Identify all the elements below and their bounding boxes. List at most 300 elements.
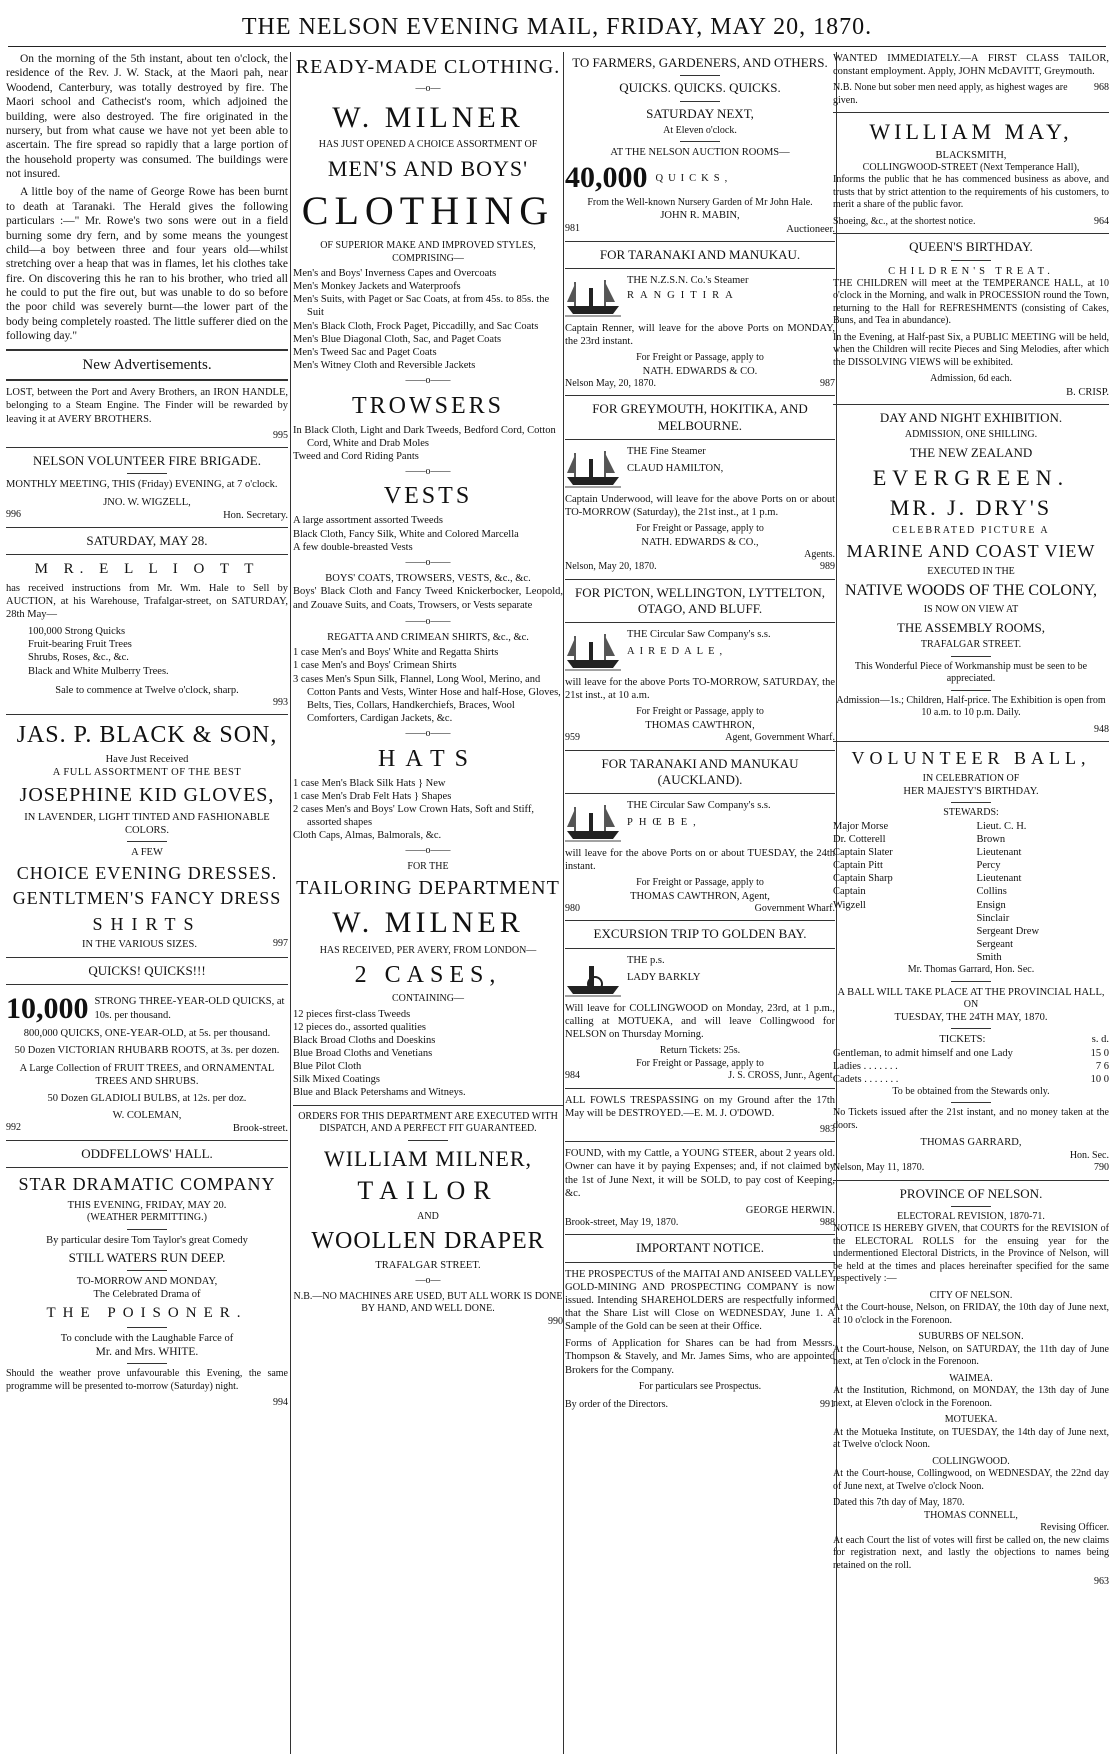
directors: By order of the Directors. <box>565 1399 669 1411</box>
fare-label: Cadets . . . . . . . <box>833 1073 899 1085</box>
divider <box>565 579 835 580</box>
ad-number: 994 <box>273 1397 288 1409</box>
mabin-role: Auctioneer. <box>786 223 835 235</box>
divider <box>951 1028 991 1029</box>
divider <box>565 793 835 794</box>
divider <box>127 1229 167 1230</box>
list-item: Silk Mixed Coatings <box>293 1074 380 1086</box>
divider <box>833 404 1109 405</box>
pict-agent: THOMAS CAWTHRON, <box>645 719 755 731</box>
steward: Ensign Sinclair <box>976 899 1010 924</box>
divider <box>6 714 288 715</box>
kid-gloves: JOSEPHINE KID GLOVES, <box>19 783 275 806</box>
ornament: ——o—— <box>405 728 451 739</box>
tara2-body: THE Circular Saw Company's s.s. <box>627 800 771 811</box>
obtained: To be obtained from the Stewards only. <box>892 1085 1050 1097</box>
steward: Sergeant Smith <box>976 938 1014 963</box>
list-item: 1 case Men's and Boys' White and Regatta Shirts <box>293 647 499 659</box>
farmers-heading: TO FARMERS, GARDENERS, AND OTHERS. <box>572 55 828 70</box>
ornament: ——o—— <box>405 375 451 386</box>
paddle-steamer-icon <box>565 954 621 998</box>
nursery: From the Well-known Nursery Garden of Mr John Hale. <box>587 196 813 208</box>
eleven-oclock: At Eleven o'clock. <box>663 124 737 136</box>
new-advertisements-heading: New Advertisements. <box>82 356 212 373</box>
black-received: Have Just Received <box>105 754 189 766</box>
choice-dresses: CHOICE EVENING DRESSES. <box>16 862 278 883</box>
list-item: Black Broad Cloths and Doeskins <box>293 1034 436 1046</box>
containing: CONTAINING— <box>392 993 464 1005</box>
motueka-body: At the Motueka Institute, on TUESDAY, the 14th day of June next, at Twelve o'clock Noon. <box>833 1426 1109 1451</box>
crisp: B. CRISP. <box>1066 386 1109 398</box>
divider <box>127 841 167 842</box>
each-court: At each Court the list of votes will first be called on, the new claims for registration next, and lastly the objections to names being retained on the roll. <box>833 1534 1109 1571</box>
quicks-heading: QUICKS! QUICKS!!! <box>88 962 206 978</box>
ad-number: 968 <box>1094 82 1109 94</box>
volunteer-ball: VOLUNTEER BALL, <box>851 748 1091 769</box>
collingwood-heading: COLLINGWOOD. <box>932 1455 1010 1467</box>
still-waters: STILL WATERS RUN DEEP. <box>68 1249 226 1265</box>
list-item: Shrubs, Roses, &c., &c. <box>28 652 129 664</box>
fare-label: Ladies . . . . . . . <box>833 1060 898 1072</box>
ornament: ——o—— <box>405 465 451 477</box>
woollen-draper: WOOLLEN DRAPER <box>311 1228 545 1254</box>
suburbs-body: At the Court-house, Nelson, on SATURDAY, the 11th day of June next, at Ten o'clock in the Forenoon. <box>833 1343 1109 1368</box>
celebrated-picture: CELEBRATED PICTURE A <box>892 524 1050 536</box>
tara2-ship: PHŒBE, <box>627 817 702 829</box>
forty-thousand-quicks: QUICKS, <box>655 172 733 184</box>
stewards-heading: STEWARDS: <box>943 807 999 819</box>
ad-number: 990 <box>548 1315 563 1327</box>
saturday-heading: SATURDAY, MAY 28. <box>86 532 208 548</box>
exc-freight: For Freight or Passage, apply to <box>636 1057 764 1069</box>
tara2-role: Government Wharf. <box>754 902 835 914</box>
list-item: Blue Pilot Cloth <box>293 1061 362 1073</box>
and-word: AND <box>417 1210 439 1222</box>
superior: OF SUPERIOR MAKE AND IMPROVED STYLES, COMPRISING— <box>320 240 536 264</box>
divider <box>565 1088 835 1089</box>
marine-coast-view: MARINE AND COAST VIEW <box>846 541 1096 562</box>
divider <box>127 1270 167 1271</box>
orders: ORDERS FOR THIS DEPARTMENT ARE EXECUTED WITH DISPATCH, AND A PERFECT FIT GUARANTEED. <box>298 1110 558 1134</box>
milner-heading: W. MILNER <box>332 100 524 134</box>
list-item: Men's Monkey Jackets and Waterproofs <box>293 281 461 293</box>
auction-rooms: AT THE NELSON AUCTION ROOMS— <box>610 147 790 159</box>
may-body: Informs the public that he has commenced business as above, and trusts that by strict attention to the requirements of his customers, to merit a share of the public favor. <box>833 174 1109 211</box>
divider <box>127 1363 167 1364</box>
list-item: Blue Broad Cloths and Venetians <box>293 1048 433 1059</box>
divider <box>951 981 991 982</box>
conclude: To conclude with the Laughable Farce of <box>60 1332 234 1344</box>
fare-value: 7 6 <box>1095 1060 1109 1072</box>
blacksmith: BLACKSMITH, <box>935 149 1007 161</box>
trowsers-items <box>293 424 563 463</box>
tickets-heading: TICKETS: <box>939 1034 986 1046</box>
herwin-name: GEORGE HERWIN. <box>745 1204 835 1216</box>
masthead <box>0 0 1114 48</box>
list-item: Men's Witney Cloth and Reversible Jackets <box>293 359 476 371</box>
particulars: For particulars see Prospectus. <box>638 1380 762 1392</box>
lavender: IN LAVENDER, LIGHT TINTED AND FASHIONABLE COLORS. <box>24 811 270 836</box>
taranaki-heading-2: FOR TARANAKI AND MANUKAU (AUCKLAND). <box>601 755 799 787</box>
connell-name: THOMAS CONNELL, <box>924 1509 1018 1521</box>
no-tickets: No Tickets issued after the 21st instant, and no money taken at the doors. <box>833 1107 1109 1131</box>
mr-mrs-white: Mr. and Mrs. WHITE. <box>95 1346 199 1358</box>
on-word: ON <box>963 998 979 1010</box>
tomorrow-monday: TO-MORROW AND MONDAY, <box>76 1275 218 1287</box>
wanted-nb: N.B. None but sober men need apply, as highest wages are given. <box>833 82 1068 106</box>
important-notice: IMPORTANT NOTICE. <box>636 1240 764 1256</box>
list-item: Men's Tweed Sac and Paget Coats <box>293 346 437 358</box>
grey-captain: Captain Underwood, will leave for the above Ports on or about TO-MORROW (Saturday), the 21st inst., at 1 p.m. <box>565 493 835 518</box>
herwin-date: Brook-street, May 19, 1870. <box>565 1216 679 1228</box>
ad-number: 988 <box>820 1216 835 1228</box>
masthead-title: THE NELSON EVENING MAIL, FRIDAY, MAY 20, 1870. <box>241 14 873 40</box>
sd-heading: s. d. <box>1091 1034 1109 1046</box>
day-night-exhibition: DAY AND NIGHT EXHIBITION. <box>879 409 1063 425</box>
elliott-sale: Sale to commence at Twelve o'clock, sharp. <box>55 684 239 696</box>
steward: Captain Pitt <box>833 860 883 872</box>
divider <box>951 802 991 803</box>
ad-number: 983 <box>820 1123 835 1135</box>
list-item: Blue and Black Petershams and Witneys. <box>293 1087 466 1099</box>
nb-machines: N.B.—NO MACHINES ARE USED, BUT ALL WORK IS DONE BY HAND, AND WELL DONE. <box>293 1290 563 1315</box>
column-4 <box>833 52 1109 1754</box>
opened: HAS JUST OPENED A CHOICE ASSORTMENT OF <box>318 139 538 150</box>
gents-fancy: GENTLTMEN'S FANCY DRESS <box>12 888 282 909</box>
divider <box>565 1234 835 1235</box>
tara1-agent: NATH. EDWARDS & CO. <box>642 365 758 377</box>
pict-captain: will leave for the above Ports TO-MORROW, SATURDAY, the 21st inst., at 10 a.m. <box>565 677 835 702</box>
ornament: —o— <box>415 83 441 94</box>
list-item: A large assortment assorted Tweeds <box>293 515 443 527</box>
list-item: Men's Black Cloth, Frock Paget, Piccadilly, and Sac Coats <box>293 320 539 332</box>
steamer-icon <box>565 628 621 672</box>
greymouth-heading: FOR GREYMOUTH, HOKITIKA, AND MELBOURNE. <box>592 401 808 433</box>
admission-shilling: ADMISSION, ONE SHILLING. <box>904 429 1038 441</box>
notice-body: NOTICE IS HEREBY GIVEN, that COURTS for the REVISION of the ELECTORAL ROLLS for the ensuing year for the undermentioned Electoral Districts, in the Province of Nelson, will be held at the times and places hereinafter specified for the same respectively :— <box>833 1223 1109 1285</box>
divider <box>951 690 991 691</box>
electoral-revision: ELECTORAL REVISION, 1870-71. <box>897 1210 1045 1222</box>
list-item: 2 cases Men's and Boys' Low Crown Hats, Soft and Stiff, assorted shapes <box>293 803 534 828</box>
fowls-notice: ALL FOWLS TRESPASSING on my Ground after the 17th May will be DESTROYED.—E. M. J. O'DOWD. <box>565 1094 835 1119</box>
rhubarb: 50 Dozen VICTORIAN RHUBARB ROOTS, at 3s. per dozen. <box>14 1045 280 1057</box>
pict-ship: AIREDALE, <box>627 646 728 658</box>
oddfellows-heading: ODDFELLOWS' HALL. <box>81 1146 213 1162</box>
ad-number: 959 <box>565 732 580 743</box>
elliott-name: M R. E L L I O T T <box>34 561 260 577</box>
childrens-treat: CHILDREN'S TREAT. <box>888 265 1054 277</box>
province-heading: PROVINCE OF NELSON. <box>899 1185 1043 1201</box>
tara1-captain: Captain Renner, will leave for the above Ports on MONDAY, the 23rd instant. <box>565 322 835 347</box>
grey-ship: CLAUD HAMILTON, <box>627 462 724 474</box>
trafalgar-street-4: TRAFALGAR STREET. <box>920 639 1022 651</box>
list-item: Cloth Caps, Almas, Balmorals, &c. <box>293 830 442 841</box>
exc-body: THE p.s. <box>627 954 665 966</box>
stewards-list <box>833 820 1109 964</box>
evergreen: EVERGREEN. <box>872 464 1070 490</box>
evening-body: In the Evening, at Half-past Six, a PUBLIC MEETING will be held, when the Children will recite Pieces and Sing Melodies, after which the DISSOLVING VIEWS will be exhibited. <box>833 331 1109 368</box>
divider <box>833 741 1109 742</box>
city-body: At the Court-house, Nelson, on FRIDAY, the 10th day of June next, at 10 o'clock in the Forenoon. <box>833 1302 1109 1326</box>
steward: Captain Sharp <box>833 873 893 885</box>
ad-number: 964 <box>1094 215 1109 227</box>
trafalgar-street: TRAFALGAR STREET. <box>375 1260 481 1271</box>
mr-j-dry: MR. J. DRY'S <box>889 495 1053 521</box>
trowsers-heading: TROWSERS <box>351 392 504 419</box>
grey-date: Nelson, May 20, 1870. <box>565 561 657 573</box>
found-notice: FOUND, with my Cattle, a YOUNG STEER, about 2 years old. Owner can have it by paying Expenses; and, if not claimed by the 1st of June Next, it will be SOLD, to pay cost of Keeping, &c. <box>565 1148 835 1199</box>
mabin-name: JOHN R. MABIN, <box>660 210 740 222</box>
steward: Lieutenant Collins <box>976 873 1022 898</box>
clothing-heading: CLOTHING <box>301 188 555 233</box>
ornament: —o— <box>415 1275 441 1287</box>
hats-items <box>293 777 563 843</box>
the-poisoner: THE POISONER. <box>46 1305 248 1322</box>
fire-brigade-signer: JNO. W. WIGZELL, <box>103 496 191 508</box>
list-item: A few double-breasted Vests <box>293 541 413 553</box>
ad-number: 980 <box>565 902 580 914</box>
william-may: WILLIAM MAY, <box>869 119 1073 145</box>
divider <box>951 260 991 261</box>
forty-thousand: 40,000 <box>565 161 648 195</box>
divider <box>6 447 288 448</box>
ten-thousand-body: STRONG THREE-YEAR-OLD QUICKS, at 10s. per thousand. <box>94 996 285 1021</box>
gladioli: 50 Dozen GLADIOLI BULBS, at 12s. per doz. <box>47 1092 247 1104</box>
boys-coats-heading: BOYS' COATS, TROWSERS, VESTS, &c., &c. <box>325 573 531 585</box>
weather-note: Should the weather prove unfavourable this Evening, the same programme will be presented to-morrow (Saturday) night. <box>6 1368 288 1392</box>
saturday-next: SATURDAY NEXT, <box>646 105 754 121</box>
list-item: 1 case Men's and Boys' Crimean Shirts <box>293 660 457 672</box>
fare-value: 15 0 <box>1090 1047 1109 1059</box>
star-dramatic: STAR DRAMATIC COMPANY <box>18 1174 276 1195</box>
ad-number: 991 <box>820 1399 835 1411</box>
fruit-trees: A Large Collection of FRUIT TREES, and ORNAMENTAL TREES AND SHRUBS. <box>19 1062 275 1087</box>
shoeing: Shoeing, &c., at the shortest notice. <box>833 215 976 227</box>
divider <box>408 1140 448 1141</box>
exc-text: Will leave for COLLINGWOOD on Monday, 23rd, at 1 p.m., calling at MOTUEKA, and will leave Collingwood for NELSON on Thursday Morning. <box>565 1002 835 1040</box>
ad-number: 996 <box>6 508 21 520</box>
dated: Dated this 7th day of May, 1870. <box>833 1497 965 1509</box>
assembly-rooms: THE ASSEMBLY ROOMS, <box>896 619 1046 635</box>
divider <box>6 1167 288 1168</box>
ad-number: 997 <box>273 938 288 950</box>
vests-heading: VESTS <box>383 483 473 510</box>
ornament: ——o—— <box>405 845 451 857</box>
divider <box>680 101 720 102</box>
list-item: Men's and Boys' Inverness Capes and Overcoats <box>293 268 497 279</box>
taranaki-heading-1: FOR TARANAKI AND MANUKAU. <box>599 246 801 262</box>
ready-made-clothing: READY-MADE CLOTHING. <box>295 56 561 78</box>
garrard-date: Nelson, May 11, 1870. <box>833 1162 925 1173</box>
steward: Lieutenant Percy <box>976 847 1022 872</box>
city-heading: CITY OF NELSON. <box>929 1289 1013 1301</box>
grey-freight: For Freight or Passage, apply to <box>636 523 764 534</box>
divider <box>565 241 835 242</box>
divider <box>565 439 835 440</box>
fare-value: 10 0 <box>1090 1073 1109 1085</box>
fire-story: On the morning of the 5th instant, about ten o'clock, the residence of the Rev. J. W. Stack, at the Maori pah, near Woodend, Canterbury, was totally destroyed by fire. The Maori school and Cathecist's room, which adjoined the building, were also destroyed. The fire originated in the nursery, but from what cause we have not yet been able to ascertain. The fire spread so rapidly that a large portion of the household property was consumed. The buildings were not insured. <box>6 53 288 180</box>
list-item: Men's Blue Diagonal Cloth, Sac, and Paget Coats <box>293 333 502 345</box>
steward: Lieut. C. H. Brown <box>976 820 1027 845</box>
ad-number: 992 <box>6 1122 21 1133</box>
divider <box>6 984 288 985</box>
divider <box>680 75 720 76</box>
fare-label: Gentleman, to admit himself and one Lady <box>833 1047 1013 1059</box>
excursion-heading: EXCURSION TRIP TO GOLDEN BAY. <box>593 926 807 942</box>
tara1-freight: For Freight or Passage, apply to <box>636 352 764 364</box>
list-item: Fruit-bearing Fruit Trees <box>28 639 132 651</box>
divider <box>565 395 835 396</box>
divider <box>833 112 1109 113</box>
black-full: A FULL ASSORTMENT OF THE BEST <box>52 767 242 779</box>
may-address: COLLINGWOOD-STREET (Next Temperance Hall), <box>862 161 1080 173</box>
divider <box>565 948 835 949</box>
list-item: 1 case Men's Black Silk Hats } New <box>293 777 446 789</box>
divider <box>951 656 991 657</box>
clothing-items <box>293 267 563 372</box>
regatta-items <box>293 646 563 725</box>
celebrated-drama: The Celebrated Drama of <box>93 1289 201 1300</box>
steamer-icon <box>565 799 621 843</box>
milner-heading-2: W. MILNER <box>332 906 524 940</box>
garrard-name: THOMAS GARRARD, <box>920 1137 1022 1149</box>
grey-agents: Agents. <box>804 548 835 560</box>
steward: Captain Slater <box>833 847 893 858</box>
exc-ship: LADY BARKLY <box>627 971 701 983</box>
regatta-heading: REGATTA AND CRIMEAN SHIRTS, &c., &c. <box>327 632 529 644</box>
shirts: SHIRTS <box>92 913 202 934</box>
weather-permitting: (WEATHER PERMITTING.) <box>87 1212 207 1223</box>
masthead-rule <box>8 46 1106 47</box>
waimea-body: At the Institution, Richmond, on MONDAY, the 13th day of June next, at Eleven o'clock in the Forenoon. <box>833 1385 1109 1409</box>
for-the: FOR THE <box>407 860 449 872</box>
waimea-heading: WAIMEA. <box>949 1372 993 1384</box>
divider <box>565 750 835 751</box>
received-per-avery: HAS RECEIVED, PER AVERY, FROM LONDON— <box>319 944 537 956</box>
divider <box>951 1102 991 1103</box>
motueka-heading: MOTUEKA. <box>944 1414 998 1426</box>
list-item: Black and White Mulberry Trees. <box>28 665 169 677</box>
particular-desire: By particular desire Tom Taylor's great Comedy <box>46 1234 248 1246</box>
steamer-icon <box>565 445 621 489</box>
her-majesty: HER MAJESTY'S BIRTHDAY. <box>903 786 1039 798</box>
divider <box>6 957 288 958</box>
coleman-name: W. COLEMAN, <box>112 1109 182 1121</box>
divider <box>6 554 288 555</box>
ball-place: A BALL WILL TAKE PLACE AT THE PROVINCIAL HALL, <box>837 986 1105 998</box>
ad-number: 984 <box>565 1070 580 1081</box>
revising-officer: Revising Officer. <box>1040 1522 1109 1534</box>
hats-heading: HATS <box>377 745 478 772</box>
pict-body: THE Circular Saw Company's s.s. <box>627 629 771 641</box>
grey-agent: NATH. EDWARDS & CO., <box>641 536 759 548</box>
list-item: Black Cloth, Fancy Silk, White and Colored Marcella <box>293 528 519 540</box>
column-2 <box>293 52 563 1754</box>
list-item: 12 pieces do., assorted qualities <box>293 1021 426 1033</box>
list-item: In Black Cloth, Light and Dark Tweeds, Bedford Cord, Cotton Cord, White and Drab Moles <box>293 424 556 449</box>
ornament: ——o—— <box>405 615 451 627</box>
tailor-items <box>293 1008 563 1100</box>
ad-number: 993 <box>273 696 288 708</box>
ad-number: 963 <box>1094 1576 1109 1588</box>
ad-number: 995 <box>273 429 288 441</box>
tailoring-department: TAILORING DEPARTMENT <box>296 877 560 900</box>
this-evening: THIS EVENING, FRIDAY, MAY 20. <box>67 1199 227 1211</box>
divider <box>565 1262 835 1263</box>
fire-brigade-body: MONTHLY MEETING, THIS (Friday) EVENING, at 7 o'clock. <box>6 479 278 491</box>
divider <box>951 1206 991 1207</box>
fire-brigade-role: Hon. Secretary. <box>223 509 288 521</box>
fire-brigade-title: NELSON VOLUNTEER FIRE BRIGADE. <box>33 453 261 469</box>
ten-thousand: 10,000 <box>6 991 89 1025</box>
sizes: IN THE VARIOUS SIZES. <box>82 939 197 951</box>
divider <box>6 1140 288 1141</box>
divider <box>565 268 835 269</box>
ad-number: 987 <box>820 377 835 389</box>
tuesday-date: TUESDAY, THE 24TH MAY, 1870. <box>894 1012 1048 1024</box>
a-few: A FEW <box>131 846 163 858</box>
prospectus: THE PROSPECTUS of the MAITAI AND ANISEED VALLEY GOLD-MINING AND PROSPECTING COMPANY is now issued. Intending SHAREHOLDERS are respectfully informed that the Share List will Close on WEDNESDAY, June 1. A Sample of the Gold can be seen at their Office. <box>565 1268 835 1333</box>
list-item: 100,000 Strong Quicks <box>28 626 126 638</box>
divider <box>293 1105 563 1106</box>
ad-number: 790 <box>1094 1162 1109 1173</box>
coleman-street: Brook-street. <box>232 1123 288 1134</box>
list-item: 12 pieces first-class Tweeds <box>293 1008 411 1020</box>
tara2-freight: For Freight or Passage, apply to <box>636 877 764 889</box>
divider <box>565 920 835 921</box>
executed-in: EXECUTED IN THE <box>927 565 1015 577</box>
steward: Dr. Cotterell <box>833 833 886 845</box>
vests-items <box>293 514 563 553</box>
divider <box>6 527 288 528</box>
column-rule-2 <box>563 52 564 1754</box>
ad-number: 948 <box>1094 723 1109 735</box>
garrard-role: Hon. Sec. <box>1069 1149 1109 1161</box>
divider <box>565 1141 835 1142</box>
now-on-view: IS NOW ON VIEW AT <box>923 604 1019 616</box>
divider <box>6 379 288 381</box>
wanted-notice: WANTED IMMEDIATELY.—A FIRST CLASS TAILOR, constant employment. Apply, JOHN McDAVITT, Greymouth. <box>833 53 1109 78</box>
divider <box>6 349 288 351</box>
steward: Captain Wigzell <box>833 886 866 911</box>
native-woods: NATIVE WOODS OF THE COLONY, <box>844 582 1097 600</box>
grey-body: THE Fine Steamer <box>627 445 706 457</box>
in-celebration: IN CELEBRATION OF <box>922 772 1020 784</box>
elliott-body: has received instructions from Mr. Wm. Hale to Sell by AUCTION, at his Warehouse, Trafalgar-street, on SATURDAY, 28th May— <box>6 582 288 620</box>
new-zealand: THE NEW ZEALAND <box>909 444 1033 460</box>
collingwood-body: At the Court-house, Collingwood, on WEDNESDAY, the 22nd day of June next, at Twelve o'clock Noon. <box>833 1468 1109 1492</box>
exc-return: Return Tickets: 25s. <box>659 1045 741 1056</box>
list-item: Tweed and Cord Riding Pants <box>293 450 419 462</box>
pict-role: Agent, Government Wharf. <box>725 732 835 743</box>
garrard-sec: Mr. Thomas Garrard, Hon. Sec. <box>907 964 1035 976</box>
two-cases: 2 CASES, <box>354 962 502 989</box>
elliott-items <box>6 625 288 678</box>
tara2-captain: will leave for the above Ports on or about TUESDAY, the 24th instant. <box>565 848 835 873</box>
divider <box>833 233 1109 234</box>
column-rule-1 <box>290 52 291 1754</box>
pict-freight: For Freight or Passage, apply to <box>636 706 764 718</box>
mens-boys: MEN'S AND BOYS' <box>327 155 529 181</box>
children-body: THE CHILDREN will meet at the TEMPERANCE HALL, at 10 o'clock in the Morning, and walk in PROCESSION round the Town, returning to the Hall for REFRESHMENTS (consisting of Cakes, Buns, and Tea in abundance). <box>833 277 1109 327</box>
tara1-date: Nelson May, 20, 1870. <box>565 377 657 389</box>
column-1 <box>6 52 288 1754</box>
tailor-heading: TAILOR <box>357 1176 499 1205</box>
forms: Forms of Application for Shares can be had from Messrs. Thompson & Stavely, and Mr. James Sims, who are appointed Brokers for the Company. <box>565 1338 835 1376</box>
ad-number: 981 <box>565 222 580 234</box>
steamer-icon <box>565 274 621 318</box>
queens-birthday: QUEEN'S BIRTHDAY. <box>909 239 1033 255</box>
